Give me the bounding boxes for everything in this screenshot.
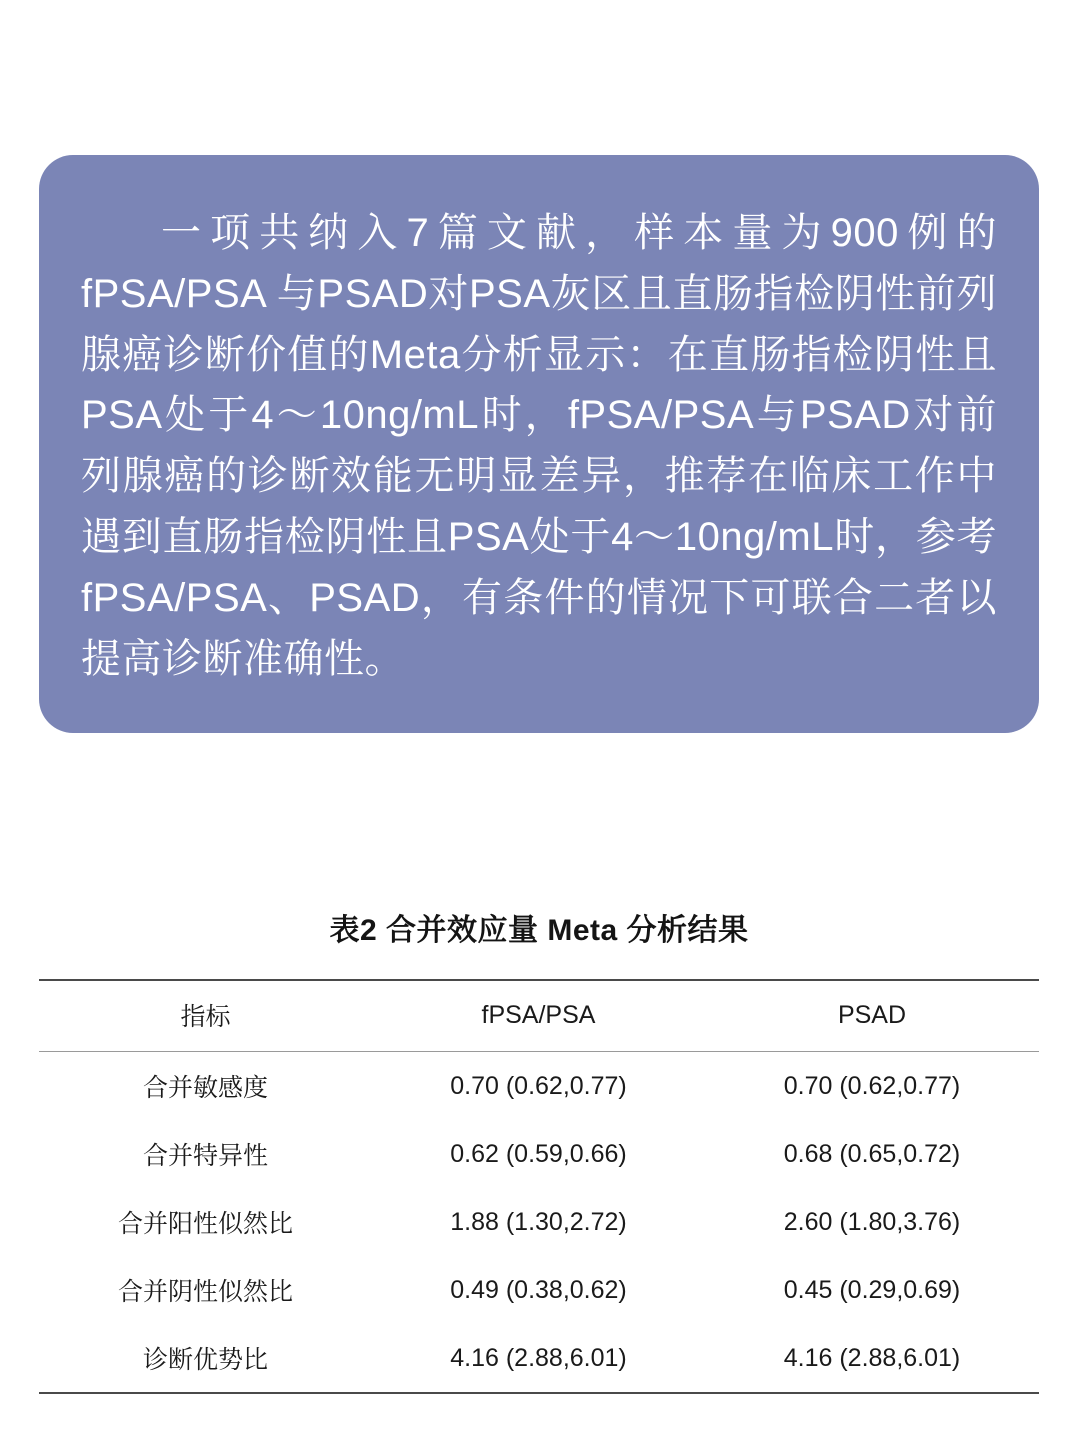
highlight-callout [39,155,1039,733]
table-row [39,1052,1039,1121]
row-value-fpsa-psa: 1.88 (1.30,2.72) [450,1207,627,1236]
row-value-fpsa-psa: 0.70 (0.62,0.77) [450,1071,627,1100]
column-header-indicator: 指标 [180,1003,231,1031]
row-value-psad: 0.45 (0.29,0.69) [783,1275,961,1304]
row-value-fpsa-psa: 0.49 (0.38,0.62) [450,1275,627,1304]
results-table-block [39,905,1039,1394]
callout-paragraph: 一项共纳入7篇文献，样本量为900例的fPSA/PSA 与PSAD对PSA灰区且直肠指检阴性前列腺癌诊断价值的Meta分析显示：在直肠指检阴性且PSA处于4～10ng/mL时，fPSA/PSA与PSAD对前列腺癌的诊断效能无明显差异，推荐在临床工作中遇到直肠指检阴性且PSA处于4～10ng/mL时，参考fPSA/PSA、PSAD，有条件的情况下可联合二者以提高诊断准确性。 [81,211,997,681]
table-row [39,1188,1039,1256]
row-label: 合并特异性 [142,1142,268,1170]
table-row [39,1256,1039,1324]
row-value-psad: 4.16 (2.88,6.01) [783,1343,961,1372]
row-value-psad: 0.68 (0.65,0.72) [783,1139,961,1168]
row-value-psad: 0.70 (0.62,0.77) [783,1071,961,1100]
table-caption: 表2 合并效应量 Meta 分析结果 [329,914,749,947]
row-value-fpsa-psa: 4.16 (2.88,6.01) [450,1343,627,1372]
row-label: 合并阳性似然比 [117,1210,293,1238]
row-label: 合并敏感度 [142,1074,268,1102]
table-header [39,980,1039,1052]
column-header-psad: PSAD [837,1000,907,1029]
row-value-psad: 2.60 (1.80,3.76) [783,1207,961,1236]
meta-analysis-table [39,979,1039,1394]
table-row [39,1120,1039,1188]
table-header-row [39,980,1039,1052]
row-label: 诊断优势比 [142,1346,268,1374]
table-body [39,1052,1039,1394]
row-value-fpsa-psa: 0.62 (0.59,0.66) [450,1139,627,1168]
table-row [39,1324,1039,1393]
column-header-fpsa-psa: fPSA/PSA [481,1000,596,1029]
row-label: 合并阴性似然比 [117,1278,293,1306]
